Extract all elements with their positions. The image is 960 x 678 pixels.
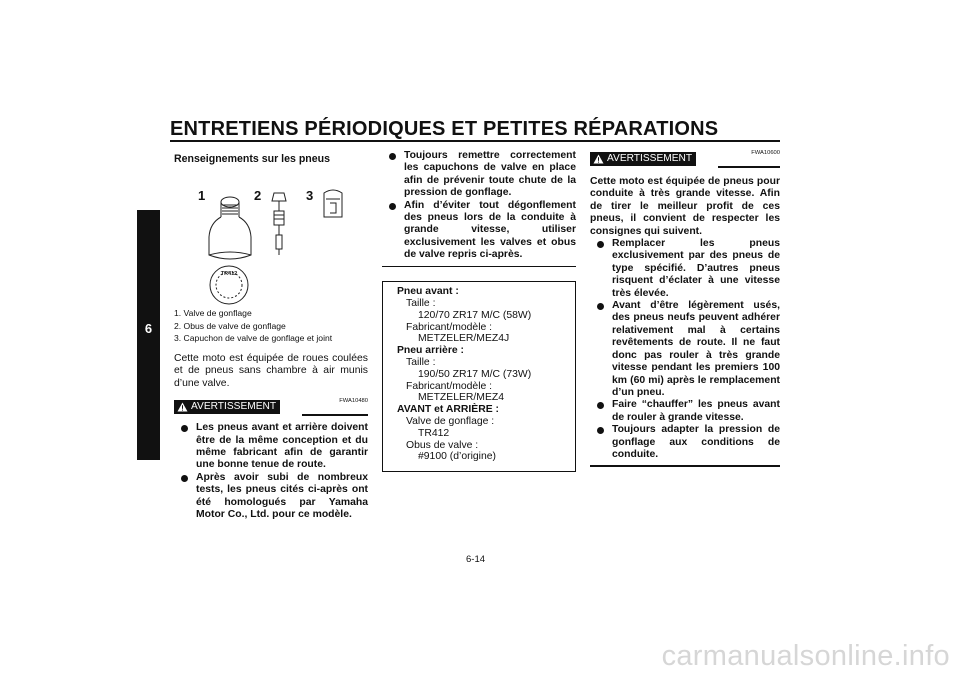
figure-captions [174, 307, 368, 345]
chapter-number: 6 [144, 321, 153, 336]
page-number: 6-14 [466, 554, 486, 565]
list-item: Toujours remettre correctement les capuchons de valve en place afin de prévenir toute chute de la pression de gonflage. [382, 150, 576, 200]
front-size-value: 120/70 ZR17 M/C (58W) [418, 309, 532, 321]
warning-bullets [590, 238, 780, 461]
title-underline [170, 140, 780, 142]
list-item: Toujours adapter la pression de gonflage aux conditions de conduite. [590, 424, 780, 461]
list-item: Les pneus avant et arrière doivent être de la même conception et du même fabricant afin de garantir une bonne tenue de route. [174, 422, 368, 472]
left-column [174, 150, 368, 521]
warning-rule [302, 414, 368, 416]
valve-label: Valve de gonflage : [406, 416, 495, 428]
valve-value: TR412 [418, 427, 450, 439]
callout-1: 1 [198, 188, 206, 204]
warning-bullets [174, 422, 368, 521]
list-item: Faire “chauffer” les pneus avant de rouler à grande vitesse. [590, 399, 780, 424]
valve-illustration [174, 165, 368, 305]
warning-rule [718, 166, 780, 168]
warning-intro: Cette moto est équipée de pneus pour conduite à très grande vitesse. Afin de tirer le meilleur profit de ces pneus, il convient de respecter les consignes qui suivent. [590, 176, 780, 237]
valve-core-label: Obus de valve : [406, 439, 479, 451]
middle-column [382, 150, 576, 472]
right-column [590, 150, 780, 467]
both-tires-label: AVANT et ARRIÈRE : [397, 404, 499, 416]
intro-paragraph: Cette moto est équipée de roues coulées et de pneus sans chambre à air munis d’une valve. [174, 352, 368, 389]
warning-badge [174, 400, 280, 414]
warning-header [590, 150, 780, 168]
rear-size-value: 190/50 ZR17 M/C (73W) [418, 368, 532, 380]
valve-cap-marking: TR412 [220, 271, 238, 278]
warning-triangle-icon [593, 154, 604, 164]
valve-core-value: #9100 (d’origine) [418, 451, 496, 463]
rear-size-label: Taille : [406, 357, 436, 369]
callout-2: 2 [254, 188, 262, 204]
caption-item: 1. Valve de gonflage [174, 308, 252, 319]
warning-code: FWA10480 [339, 398, 368, 405]
warning-end-rule [590, 465, 780, 467]
rear-maker-label: Fabricant/modèle : [406, 380, 493, 392]
rear-maker-value: METZELER/MEZ4 [418, 392, 505, 404]
front-size-label: Taille : [406, 298, 436, 310]
watermark: carmanualsonline.info [661, 640, 950, 672]
tire-spec-box [382, 281, 576, 472]
warning-label: AVERTISSEMENT [607, 153, 693, 164]
list-item: Remplacer les pneus exclusivement par des pneus de type spécifié. D’autres pneus risquent d’éclater à une vitesse très élevée. [590, 238, 780, 300]
front-maker-value: METZELER/MEZ4J [418, 333, 510, 345]
callout-3: 3 [306, 188, 314, 204]
list-item: Afin d’éviter tout dégonflement des pneus lors de la conduite à grande vitesse, utiliser exclusivement les valves et obus de valve repris ci-après. [382, 200, 576, 262]
section-heading: Renseignements sur les pneus [174, 153, 331, 165]
caption-item: 3. Capuchon de valve de gonflage et joint [174, 333, 333, 344]
warning-header [174, 398, 368, 416]
front-tire-label: Pneu avant : [397, 286, 459, 298]
rear-tire-label: Pneu arrière : [397, 345, 464, 357]
list-item: Avant d’être légèrement usés, des pneus neufs peuvent adhérer relativement mal à certains revêtements de route. Il ne faut donc pas rouler à très grande vitesse pendant les premiers 100 km (60 mi) après le remplacement d’un pneu. [590, 300, 780, 399]
warning-badge [590, 152, 696, 166]
warning-triangle-icon [177, 402, 188, 412]
chapter-tab [137, 210, 160, 460]
warning-label: AVERTISSEMENT [191, 401, 277, 413]
warning-end-rule [382, 266, 576, 268]
caption-item: 2. Obus de valve de gonflage [174, 320, 286, 331]
page-title: ENTRETIENS PÉRIODIQUES ET PETITES RÉPARATIONS [170, 118, 719, 140]
list-item: Après avoir subi de nombreux tests, les pneus cités ci-après ont été homologués par Yamaha Motor Co., Ltd. pour ce modèle. [174, 472, 368, 522]
valve-figure [174, 165, 368, 305]
valve-bullets [382, 150, 576, 262]
front-maker-label: Fabricant/modèle : [406, 321, 493, 333]
warning-code: FWA10600 [751, 150, 780, 156]
